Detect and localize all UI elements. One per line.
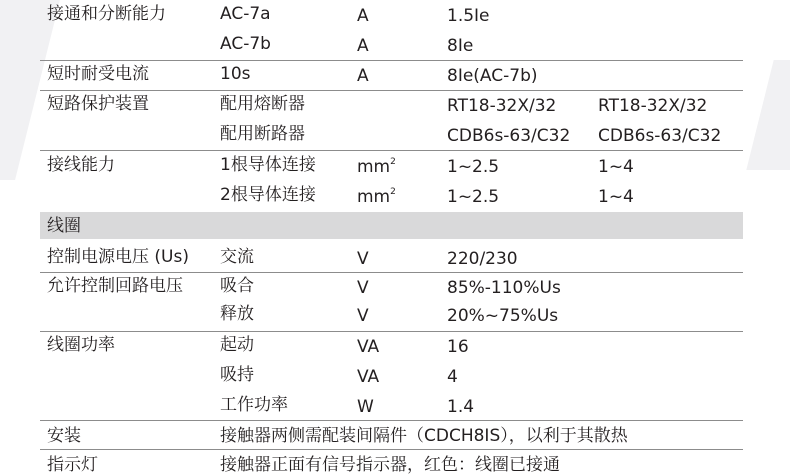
section-title: 线圈 — [47, 216, 81, 236]
row-divider — [40, 150, 743, 151]
value-cell: 1~2.5 — [447, 187, 500, 207]
value-cell: 8Ie(AC-7b) — [447, 66, 538, 86]
value-cell: 4 — [447, 367, 458, 387]
row-divider — [40, 90, 743, 91]
value-cell: 220/230 — [447, 249, 518, 269]
value-cell: CDB6s-63/C32 — [598, 126, 722, 146]
section-header — [40, 212, 743, 239]
note-text: 接触器正面有信号指示器，红色：线圈已接通 — [220, 455, 560, 475]
category-cell: AC-7a — [220, 4, 271, 24]
row-divider — [40, 272, 743, 273]
unit-cell: V — [357, 278, 369, 298]
value-cell: 85%-110%Us — [447, 278, 561, 298]
category-cell: 工作功率 — [220, 395, 288, 415]
category-cell: 10s — [220, 64, 251, 84]
row-label: 线圈功率 — [47, 335, 115, 355]
category-cell: 吸合 — [220, 276, 254, 296]
value-cell: 1~2.5 — [447, 157, 500, 177]
row-label: 指示灯 — [47, 455, 98, 475]
row-divider — [40, 60, 743, 61]
value-cell: 20%~75%Us — [447, 306, 559, 326]
category-cell: 交流 — [220, 247, 254, 267]
row-label: 接线能力 — [47, 155, 115, 175]
category-cell: 配用熔断器 — [220, 94, 305, 114]
value-cell: 1~4 — [598, 157, 634, 177]
row-label: 短时耐受电流 — [47, 64, 149, 84]
value-cell: RT18-32X/32 — [598, 96, 708, 116]
unit-cell: VA — [357, 337, 380, 357]
category-cell: 起动 — [220, 335, 254, 355]
unit-cell: V — [357, 249, 369, 269]
unit-cell: $mm^2$ — [357, 187, 396, 207]
row-divider — [40, 420, 743, 421]
category-cell: 2根导体连接 — [220, 185, 316, 205]
row-label: 安装 — [47, 426, 81, 446]
row-label: 接通和分断能力 — [47, 4, 166, 24]
unit-cell: A — [357, 6, 369, 26]
category-cell: 1根导体连接 — [220, 155, 316, 175]
row-divider — [40, 331, 743, 332]
row-label: 短路保护装置 — [47, 94, 149, 114]
note-text: 接触器两侧需配装间隔件（CDCH8IS），以利于其散热 — [220, 426, 628, 446]
value-cell: CDB6s-63/C32 — [447, 126, 571, 146]
unit-cell: VA — [357, 367, 380, 387]
value-cell: RT18-32X/32 — [447, 96, 557, 116]
value-cell: 1.4 — [447, 397, 475, 417]
row-label: 控制电源电压 (Us) — [47, 247, 189, 267]
unit-cell: V — [357, 306, 369, 326]
value-cell: 1.5Ie — [447, 6, 490, 26]
category-cell: 配用断路器 — [220, 124, 305, 144]
category-cell: 释放 — [220, 304, 254, 324]
row-divider — [40, 449, 743, 450]
category-cell: AC-7b — [220, 34, 271, 54]
unit-cell: A — [357, 66, 369, 86]
row-label: 允许控制回路电压 — [47, 276, 183, 296]
unit-cell: A — [357, 36, 369, 56]
value-cell: 8Ie — [447, 36, 474, 56]
unit-cell: W — [357, 397, 374, 417]
unit-cell: $mm^2$ — [357, 157, 396, 177]
category-cell: 吸持 — [220, 365, 254, 385]
value-cell: 16 — [447, 337, 469, 357]
value-cell: 1~4 — [598, 187, 634, 207]
